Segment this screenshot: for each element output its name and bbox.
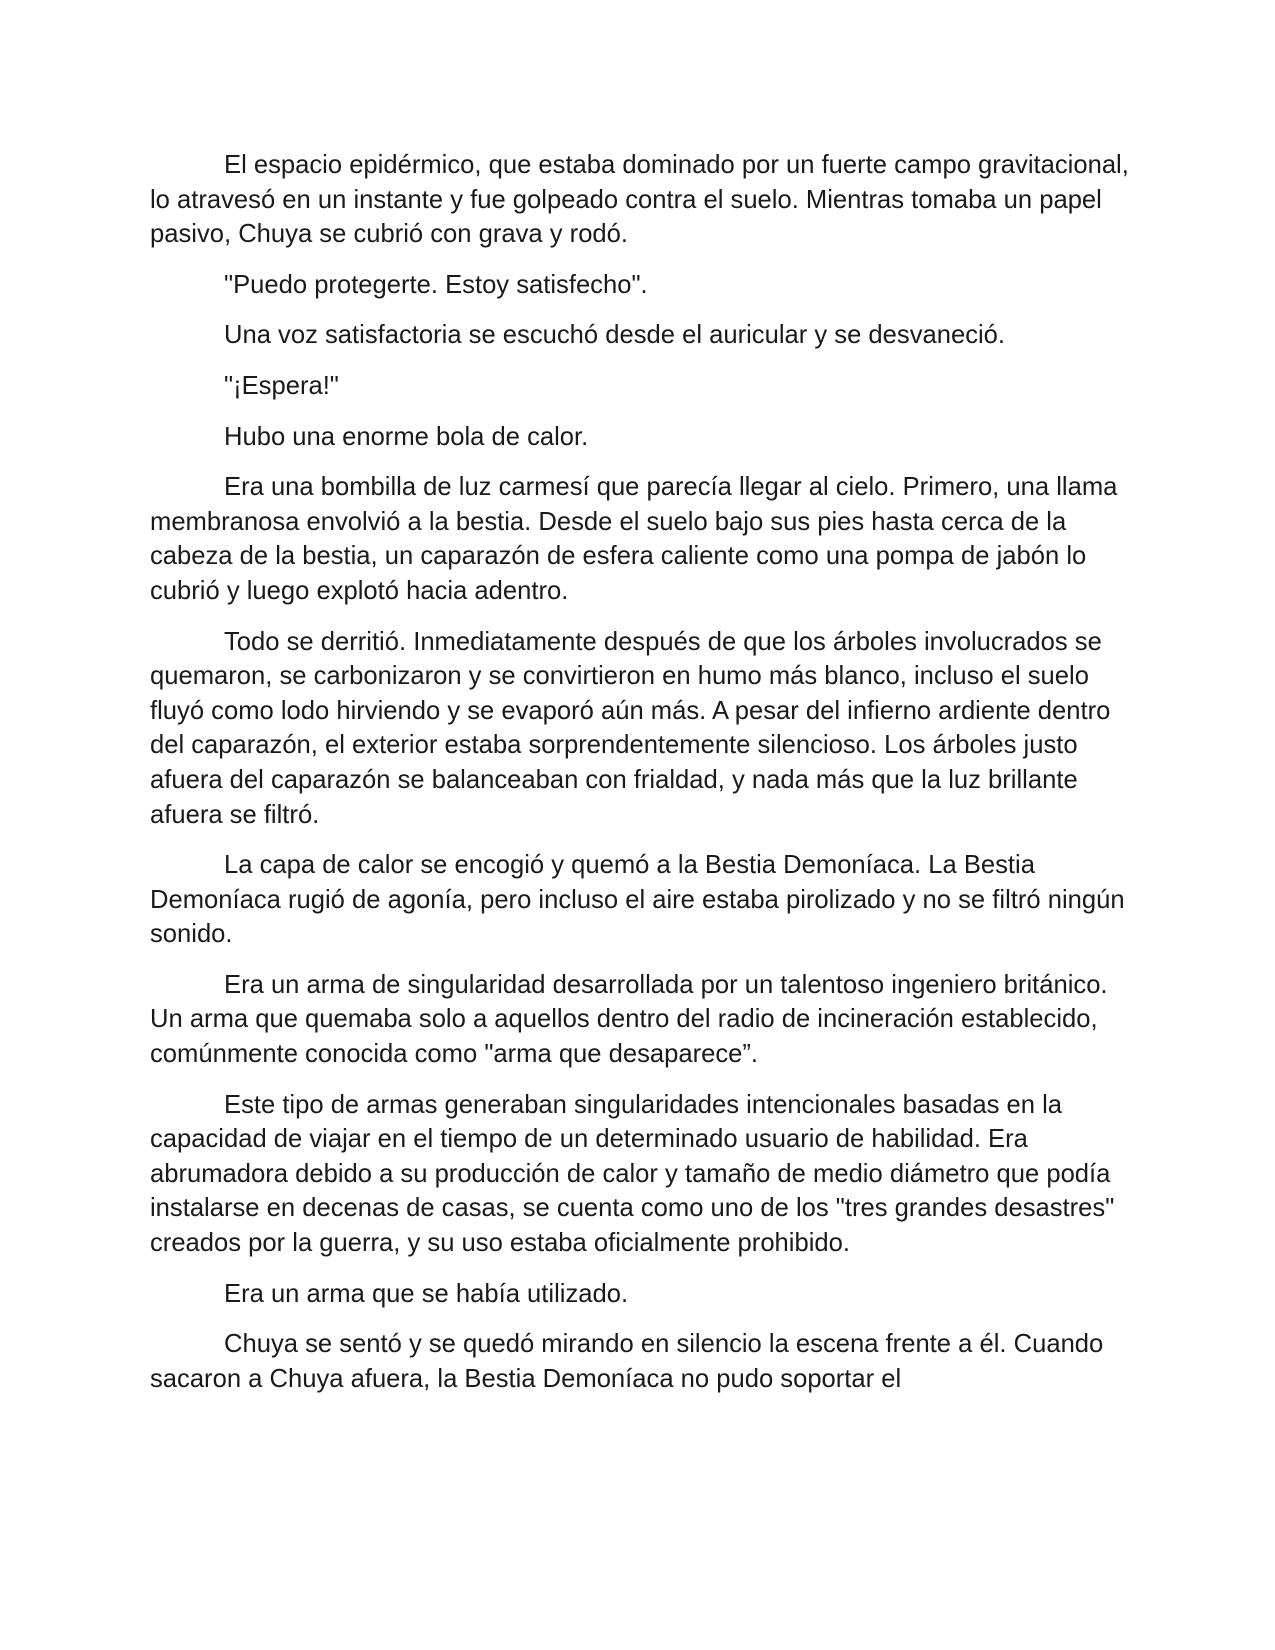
paragraph-10: Este tipo de armas generaban singularidades intencionales basadas en la capacidad de viajar en el tiempo de un determinado usuario de habilidad. Era abrumadora debido a su producción de calor y tamaño de medio diámetro que podía instalarse en decenas de casas, se cuenta como uno de los "tres grandes desastres" creados por la guerra, y su uso estaba oficialmente prohibido. <box>150 1090 1115 1258</box>
paragraph-8: La capa de calor se encogió y quemó a la Bestia Demoníaca. La Bestia Demoníaca rugió de agonía, pero incluso el aire estaba pirolizado y no se filtró ningún sonido. <box>150 851 1125 949</box>
paragraph-11: Era un arma que se había utilizado. <box>224 1279 629 1308</box>
paragraph-1: El espacio epidérmico, que estaba dominado por un fuerte campo gravitacional, lo atravesó en un instante y fue golpeado contra el suelo. Mientras tomaba un papel pasivo, Chuya se cubrió con grava y rodó. <box>150 151 1129 249</box>
paragraph-5: Hubo una enorme bola de calor. <box>224 422 589 451</box>
document-page <box>150 148 1135 1412</box>
paragraph-3: Una voz satisfactoria se escuchó desde el auricular y se desvaneció. <box>224 321 1006 350</box>
paragraph-9: Era un arma de singularidad desarrollada por un talentoso ingeniero británico. Un arma que quemaba solo a aquellos dentro del radio de incineración establecido, comúnmente conocida como "arma que desaparece”. <box>150 970 1108 1069</box>
paragraph-7: Todo se derritió. Inmediatamente después de que los árboles involucrados se quemaron, se carbonizaron y se convirtieron en humo más blanco, incluso el suelo fluyó como lodo hirviendo y se evaporó aún más. A pesar del infierno ardiente dentro del caparazón, el exterior estaba sorprendentemente silencioso. Los árboles justo afuera del caparazón se balanceaban con frialdad, y nada más que la luz brillante afuera se filtró. <box>150 627 1111 829</box>
paragraph-12: Chuya se sentó y se quedó mirando en silencio la escena frente a él. Cuando sacaron a Chuya afuera, la Bestia Demoníaca no pudo soportar el <box>150 1330 1104 1393</box>
paragraph-4: "¡Espera!" <box>224 371 339 400</box>
paragraph-6: Era una bombilla de luz carmesí que parecía llegar al cielo. Primero, una llama membranosa envolvió a la bestia. Desde el suelo bajo sus pies hasta cerca de la cabeza de la bestia, un caparazón de esfera caliente como una pompa de jabón lo cubrió y luego explotó hacia adentro. <box>150 473 1118 605</box>
paragraph-2: "Puedo protegerte. Estoy satisfecho". <box>224 270 648 299</box>
